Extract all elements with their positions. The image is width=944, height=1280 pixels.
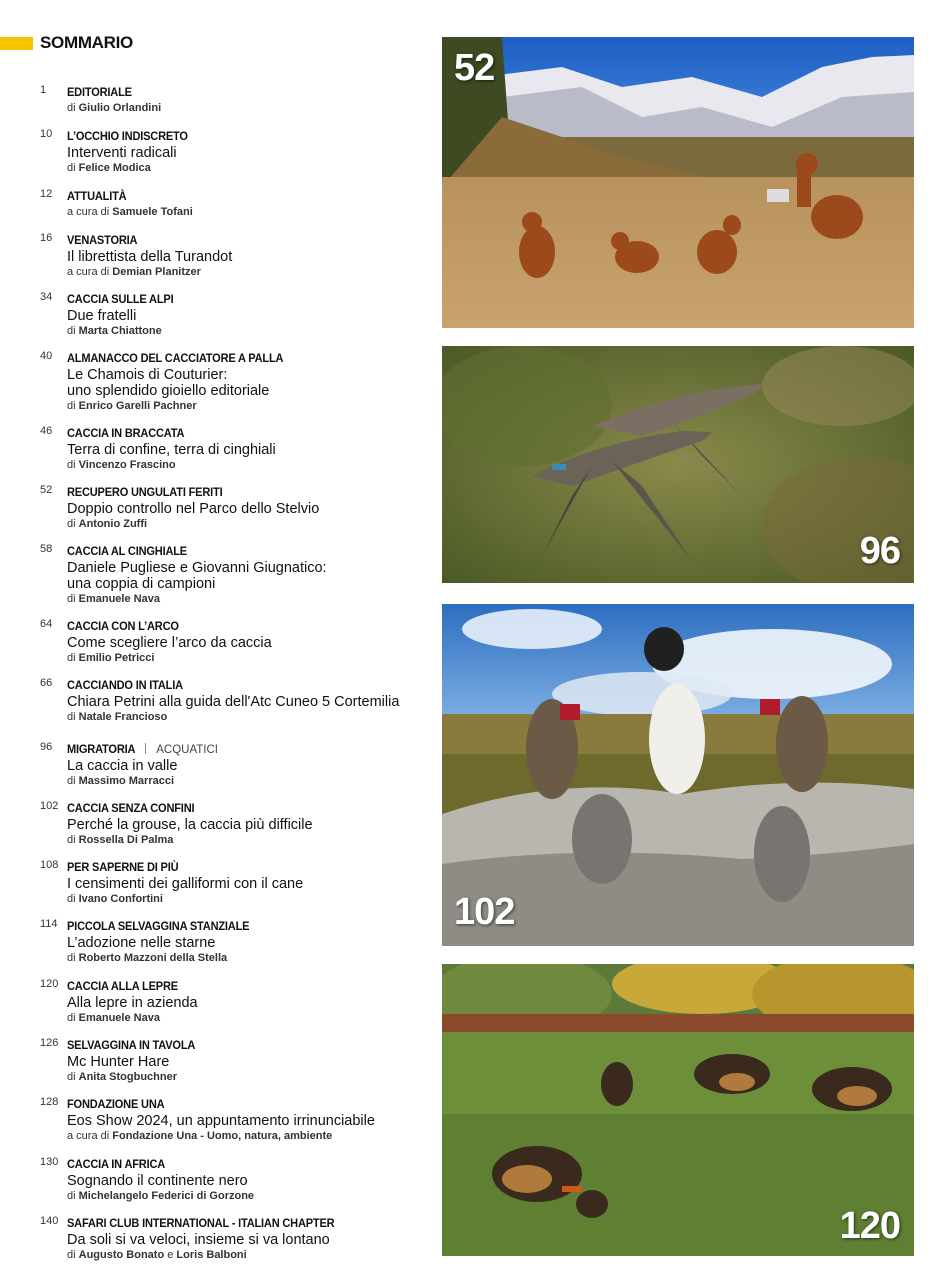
section-label: CACCIA CON L’ARCO [67,619,179,633]
author-name: Samuele Tofani [112,206,193,218]
section-label: CACCIA SENZA CONFINI [67,801,195,815]
byline: a cura di Samuele Tofani [67,206,193,218]
author-name: Anita Stogbuchner [78,1071,178,1083]
section-label: CACCIA AL CINGHIALE [67,544,187,558]
page-number: 64 [40,618,53,630]
article-title: Eos Show 2024, un appuntamento irrinunciabile [67,1113,375,1129]
page-title: SOMMARIO [40,33,133,52]
byline: a cura di Demian Planitzer [67,266,201,278]
section-label: CACCIA IN BRACCATA [67,426,185,440]
page-number: 128 [40,1096,59,1108]
byline: di Felice Modica [67,162,151,174]
flying-ducks-photo[interactable] [442,346,914,583]
section-label: SAFARI CLUB INTERNATIONAL - ITALIAN CHAPTER [67,1216,335,1230]
author-name: Roberto Mazzoni della Stella [78,952,228,964]
section-label: FONDAZIONE UNA [67,1097,165,1111]
byline: di Vincenzo Frascino [67,459,176,471]
section-label: EDITORIALE [67,85,132,99]
article-title: Da soli si va veloci, insieme si va lontano [67,1232,330,1248]
page-number: 120 [40,978,59,990]
byline: di Emanuele Nava [67,593,160,605]
article-title: Come scegliere l’arco da caccia [67,635,272,651]
article-title: I censimenti dei galliformi con il cane [67,876,304,892]
page-reference-number: 120 [839,1205,900,1247]
falcons-dog-photo[interactable] [442,604,914,946]
page-number: 58 [40,543,53,555]
author-name: Antonio Zuffi [78,518,148,530]
article-title: Il librettista della Turandot [67,249,233,265]
byline: di Augusto Bonato e Loris Balboni [67,1249,247,1261]
page-number: 108 [40,859,59,871]
author-name: Ivano Confortini [78,893,163,905]
section-divider [145,743,146,754]
section-label: L’OCCHIO INDISCRETO [67,129,188,143]
byline: di Enrico Garelli Pachner [67,400,197,412]
author-name: Felice Modica [78,162,151,174]
byline: di Natale Francioso [67,711,168,723]
page-number: 130 [40,1156,59,1168]
section-label: CACCIA SULLE ALPI [67,292,174,306]
page-number: 52 [40,484,53,496]
article-title-line2: una coppia di campioni [67,576,216,592]
author-name: Michelangelo Federici di Gorzone [78,1190,255,1202]
author-name: Enrico Garelli Pachner [78,400,197,412]
page-number: 114 [40,918,58,930]
section-label: RECUPERO UNGULATI FERITI [67,485,223,499]
page-number: 12 [40,188,53,200]
author-name: Emanuele Nava [78,1012,160,1024]
table-of-contents [0,0,430,1280]
section-label: CACCIA IN AFRICA [67,1157,166,1171]
article-title: Due fratelli [67,308,137,324]
byline: di Emilio Petricci [67,652,155,664]
article-title: Mc Hunter Hare [67,1054,170,1070]
article-title: Daniele Pugliese e Giovanni Giugnatico: [67,560,327,576]
hounds-field-photo[interactable] [442,964,914,1256]
section-label: ALMANACCO DEL CACCIATORE A PALLA [67,351,284,365]
author-name: Demian Planitzer [112,266,201,278]
article-title: La caccia in valle [67,758,178,774]
article-title: Chiara Petrini alla guida dell'Atc Cuneo 5 Cortemilia [67,694,400,710]
article-title: Doppio controllo nel Parco dello Stelvio [67,501,320,517]
author-name: Fondazione Una - Uomo, natura, ambiente [112,1130,333,1142]
article-title: Interventi radicali [67,145,177,161]
author-name: Loris Balboni [176,1249,247,1261]
author-name: Giulio Orlandini [78,102,162,114]
byline: di Marta Chiattone [67,325,162,337]
author-name: Emilio Petricci [78,652,155,664]
page-number: 66 [40,677,53,689]
article-title: Perché la grouse, la caccia più difficile [67,817,313,833]
article-title: Sognando il continente nero [67,1173,248,1189]
byline: di Michelangelo Federici di Gorzone [67,1190,255,1202]
section-label: MIGRATORIA [67,742,136,756]
page-reference-number: 52 [454,47,495,89]
dogs-mountain-photo[interactable] [442,37,914,328]
author-name: Augusto Bonato [78,1249,165,1261]
page-number: 46 [40,425,53,437]
author-name: Vincenzo Frascino [78,459,176,471]
byline: di Giulio Orlandini [67,102,162,114]
page-number: 140 [40,1215,59,1227]
page-number: 34 [40,291,53,303]
section-label: ATTUALITÀ [67,189,127,203]
section-label: SELVAGGINA IN TAVOLA [67,1038,196,1052]
page-number: 10 [40,128,53,140]
byline: di Rossella Di Palma [67,834,174,846]
byline: di Roberto Mazzoni della Stella [67,952,228,964]
section-label: CACCIANDO IN ITALIA [67,678,183,692]
section-label: VENASTORIA [67,233,138,247]
author-name: Rossella Di Palma [78,834,174,846]
page-reference-number: 102 [454,891,515,933]
byline: a cura di Fondazione Una - Uomo, natura, ambiente [67,1130,333,1142]
page-number: 40 [40,350,53,362]
article-title: L’adozione nelle starne [67,935,216,951]
byline: di Massimo Marracci [67,775,175,787]
article-title-line2: uno splendido gioiello editoriale [67,383,270,399]
byline: di Anita Stogbuchner [67,1071,178,1083]
author-name: Emanuele Nava [78,593,160,605]
page-number: 16 [40,232,53,244]
author-name: Marta Chiattone [78,325,162,337]
author-name: Massimo Marracci [78,775,175,787]
byline: di Ivano Confortini [67,893,163,905]
article-title: Alla lepre in azienda [67,995,198,1011]
section-label: CACCIA ALLA LEPRE [67,979,178,993]
page-number: 96 [40,741,53,753]
subsection-label: ACQUATICI [156,744,218,756]
section-label: PICCOLA SELVAGGINA STANZIALE [67,919,250,933]
page-number: 1 [40,84,47,96]
article-title: Le Chamois di Couturier: [67,367,228,383]
page-reference-number: 96 [859,530,900,572]
byline: di Antonio Zuffi [67,518,148,530]
byline: di Emanuele Nava [67,1012,160,1024]
author-name: Natale Francioso [78,711,168,723]
page-number: 102 [40,800,59,812]
page-number: 126 [40,1037,59,1049]
article-title: Terra di confine, terra di cinghiali [67,442,276,458]
section-label: PER SAPERNE DI PIÙ [67,860,179,874]
